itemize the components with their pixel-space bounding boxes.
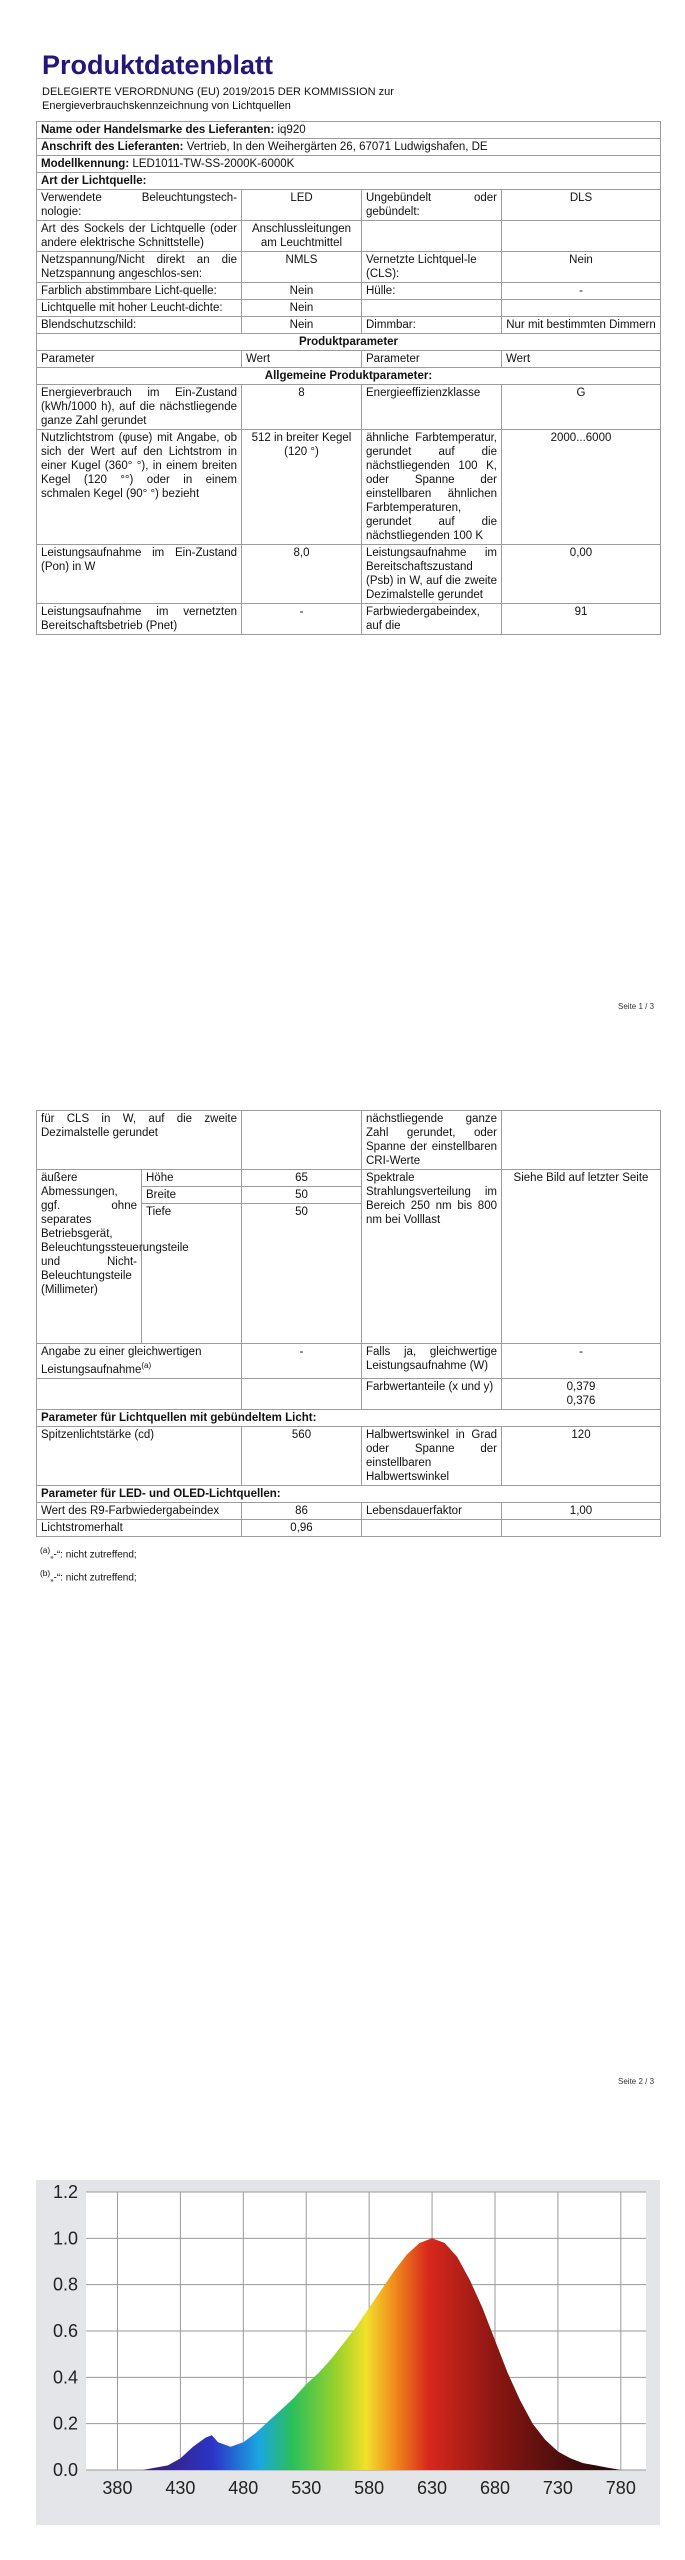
supplier-address-row — [37, 139, 661, 156]
spectral-label: Spektrale Strahlungsverteilung im Bereich 250 nm bis 800 nm bei Volllast — [362, 1170, 502, 1344]
param-value: LED — [242, 190, 362, 221]
beam-angle-value: 120 — [502, 1426, 661, 1485]
column-header-row — [37, 351, 661, 368]
footnote-b — [40, 1564, 660, 1587]
table-row — [37, 252, 661, 283]
beam-angle-label: Halbwertswinkel in Grad oder Spanne der einstellbaren Halbwertswinkel — [362, 1426, 502, 1485]
page-number: Seite 2 / 3 — [618, 2077, 655, 2086]
param-value: Anschlussleitungen am Leuchtmittel — [242, 221, 362, 252]
chromaticity-values — [502, 1378, 661, 1409]
column-header: Parameter — [362, 351, 502, 368]
param-value — [502, 1111, 661, 1170]
spectrum-chart — [36, 2180, 660, 2525]
regulation-line-1: DELEGIERTE VERORDNUNG (EU) 2019/2015 DER KOMMISSION zur — [42, 86, 394, 98]
led-heading: Parameter für LED- und OLED-Lichtquellen: — [37, 1485, 661, 1502]
supplier-name-value: iq920 — [277, 124, 306, 136]
param-label — [362, 300, 502, 317]
param-value: 512 in breiter Kegel (120 °) — [242, 430, 362, 545]
model-value: LED1011-TW-SS-2000K-6000K — [132, 158, 295, 170]
param-label: Lichtquelle mit hoher Leucht-dichte: — [37, 300, 242, 317]
spectral-value: Siehe Bild auf letzter Seite — [502, 1170, 661, 1344]
param-label: Hülle: — [362, 283, 502, 300]
page-title: Produktdatenblatt — [42, 50, 274, 80]
param-label: Netzspannung/Nicht direkt an die Netzspannung angeschlos-sen: — [37, 252, 242, 283]
equivalent-yes-value: - — [502, 1344, 661, 1379]
param-value: Nur mit bestimmten Dimmern — [502, 317, 661, 334]
param-value: Nein — [502, 252, 661, 283]
table-row — [37, 1426, 661, 1485]
column-header: Wert — [242, 351, 362, 368]
param-value: 8 — [242, 385, 362, 430]
param-value: NMLS — [242, 252, 362, 283]
footnote-mark: (a) — [141, 1361, 152, 1370]
footnote-a — [40, 1541, 660, 1564]
peak-intensity-value: 560 — [242, 1426, 362, 1485]
footnotes — [40, 1541, 660, 1588]
param-label: Nutzlichtstrom (φuse) mit Angabe, ob sich der Wert auf den Lichtstrom in einer Kugel (360° °), in einem breiten Kegel (120 °°) oder in einem schmalen Kegel (90° °) bezieht — [37, 430, 242, 545]
regulation-line-2: Energieverbrauchskennzeichnung von Lichtquellen — [42, 100, 291, 112]
param-label: Blendschutzschild: — [37, 317, 242, 334]
dimension-name: Tiefe — [142, 1204, 242, 1344]
x-tick-label: 380 — [102, 2478, 133, 2498]
param-label: Energieverbrauch im Ein-Zustand (kWh/1000 h), auf die nächstliegende ganze Zahl gerundet — [37, 385, 242, 430]
table-row — [37, 1170, 661, 1187]
table-row — [37, 545, 661, 604]
table-row — [37, 385, 661, 430]
param-value: - — [242, 604, 362, 635]
param-value: - — [502, 283, 661, 300]
param-label: ähnliche Farbtemperatur, gerundet auf die nächstliegenden 100 K, oder Spanne der einstellbaren ähnlichen Farbtemperaturen, gerundet auf die nächstliegenden 100 K — [362, 430, 502, 545]
param-label: nächstliegende ganze Zahl gerundet, oder Spanne der einstellbaren CRI-Werte — [362, 1111, 502, 1170]
table-row — [37, 190, 661, 221]
survival-label: Lebensdauerfaktor — [362, 1502, 502, 1519]
param-label: Ungebündelt oder gebündelt: — [362, 190, 502, 221]
table-row — [37, 1378, 661, 1409]
empty-cell — [502, 1519, 661, 1536]
param-label — [362, 221, 502, 252]
footnote-mark: (b) — [40, 1568, 51, 1579]
product-parameters-heading: Produktparameter — [37, 334, 661, 351]
param-value: 0,00 — [502, 545, 661, 604]
y-tick-label: 1.2 — [52, 2182, 78, 2202]
lumen-maintenance-value: 0,96 — [242, 1519, 362, 1536]
empty-cell — [37, 1378, 242, 1409]
param-label: Dimmbar: — [362, 317, 502, 334]
equivalent-power-text: Angabe zu einer gleichwertigen Leistungsaufnahme — [41, 1346, 202, 1376]
dimension-value: 65 — [242, 1170, 362, 1187]
survival-value: 1,00 — [502, 1502, 661, 1519]
param-value: 8,0 — [242, 545, 362, 604]
equivalent-power-value: - — [242, 1344, 362, 1379]
param-label: Farbwiedergabeindex, auf die — [362, 604, 502, 635]
column-header: Wert — [502, 351, 661, 368]
dimension-value: 50 — [242, 1204, 362, 1344]
param-value: DLS — [502, 190, 661, 221]
table-row — [37, 430, 661, 545]
model-row — [37, 156, 661, 173]
param-label: Art des Sockels der Lichtquelle (oder andere elektrische Schnittstelle) — [37, 221, 242, 252]
param-value: G — [502, 385, 661, 430]
param-value: Nein — [242, 300, 362, 317]
x-tick-label: 580 — [354, 2478, 385, 2498]
product-data-table-continued — [36, 1110, 661, 1537]
param-label: Leistungsaufnahme im Bereitschaftszustand (Psb) in W, auf die zweite Dezimalstelle gerundet — [362, 545, 502, 604]
param-value: Nein — [242, 317, 362, 334]
supplier-name-label: Name oder Handelsmarke des Lieferanten: — [41, 124, 275, 136]
table-row — [37, 221, 661, 252]
supplier-address-label: Anschrift des Lieferanten: — [41, 141, 184, 153]
footnote-text: „-“: nicht zutreffend; — [50, 1572, 137, 1584]
param-value: 2000...6000 — [502, 430, 661, 545]
table-row — [37, 300, 661, 317]
y-tick-label: 0.6 — [52, 2321, 78, 2341]
page-2 — [36, 1110, 660, 1587]
supplier-name-row — [37, 122, 661, 139]
light-source-type-heading: Art der Lichtquelle: — [37, 173, 661, 190]
chromaticity-y: 0,376 — [566, 1394, 596, 1407]
x-tick-label: 730 — [542, 2478, 573, 2498]
table-row — [37, 317, 661, 334]
param-value — [242, 1111, 362, 1170]
y-tick-label: 0.8 — [52, 2274, 78, 2295]
param-label: Leistungsaufnahme im Ein-Zustand (Pon) in W — [37, 545, 242, 604]
footnote-mark: (a) — [40, 1544, 51, 1555]
table-row — [37, 604, 661, 635]
equivalent-power-label — [37, 1344, 242, 1379]
empty-cell — [362, 1519, 502, 1536]
table-row — [37, 1502, 661, 1519]
r9-value: 86 — [242, 1502, 362, 1519]
column-header: Parameter — [37, 351, 242, 368]
param-value: Nein — [242, 283, 362, 300]
directional-heading: Parameter für Lichtquellen mit gebündeltem Licht: — [37, 1409, 661, 1426]
equivalent-yes-label: Falls ja, gleichwertige Leistungsaufnahme (W) — [362, 1344, 502, 1379]
y-tick-label: 0.0 — [52, 2460, 78, 2480]
param-label: für CLS in W, auf die zweite Dezimalstelle gerundet — [37, 1111, 242, 1170]
param-value — [502, 300, 661, 317]
param-label: Vernetzte Lichtquel-le (CLS): — [362, 252, 502, 283]
spectrum-chart-svg — [36, 2180, 660, 2525]
general-parameters-heading: Allgemeine Produktparameter: — [37, 368, 661, 385]
param-value: 91 — [502, 604, 661, 635]
param-value — [502, 221, 661, 252]
dimensions-label: äußere Abmessungen, ggf. ohne separates Betriebsgerät, Beleuchtungssteuerungsteile und Nicht-Beleuchtungsteile (Millimeter) — [37, 1170, 142, 1344]
y-tick-label: 0.2 — [52, 2413, 78, 2434]
r9-label: Wert des R9-Farbwiedergabeindex — [37, 1502, 242, 1519]
lumen-maintenance-label: Lichtstromerhalt — [37, 1519, 242, 1536]
param-label: Verwendete Beleuchtungstech-nologie: — [37, 190, 242, 221]
empty-cell — [242, 1378, 362, 1409]
dimension-name: Höhe — [142, 1170, 242, 1187]
x-tick-label: 530 — [291, 2478, 322, 2498]
param-label: Leistungsaufnahme im vernetzten Bereitschaftsbetrieb (Pnet) — [37, 604, 242, 635]
dimension-value: 50 — [242, 1187, 362, 1204]
x-tick-label: 430 — [165, 2478, 196, 2498]
peak-intensity-label: Spitzenlichtstärke (cd) — [37, 1426, 242, 1485]
supplier-address-value: Vertrieb, In den Weihergärten 26, 67071 Ludwigshafen, DE — [186, 141, 488, 153]
table-row — [37, 1344, 661, 1379]
x-tick-label: 680 — [479, 2478, 511, 2498]
page-number: Seite 1 / 3 — [618, 1002, 655, 1011]
x-tick-label: 630 — [417, 2478, 448, 2498]
y-tick-label: 1.0 — [52, 2228, 78, 2249]
x-tick-label: 480 — [228, 2478, 259, 2498]
chromaticity-x: 0,379 — [566, 1380, 596, 1393]
product-data-table — [36, 121, 661, 635]
param-label: Farblich abstimmbare Licht-quelle: — [37, 283, 242, 300]
table-row — [37, 1111, 661, 1170]
footnote-text: „-“: nicht zutreffend; — [50, 1549, 137, 1561]
x-tick-label: 780 — [605, 2478, 636, 2498]
chromaticity-label: Farbwertanteile (x und y) — [362, 1378, 502, 1409]
model-label: Modellkennung: — [41, 158, 130, 170]
table-row — [37, 283, 661, 300]
page-1 — [36, 46, 660, 635]
y-tick-label: 0.4 — [52, 2367, 78, 2388]
table-row — [37, 1519, 661, 1536]
param-label: Energieeffizienzklasse — [362, 385, 502, 430]
dimension-name: Breite — [142, 1187, 242, 1204]
